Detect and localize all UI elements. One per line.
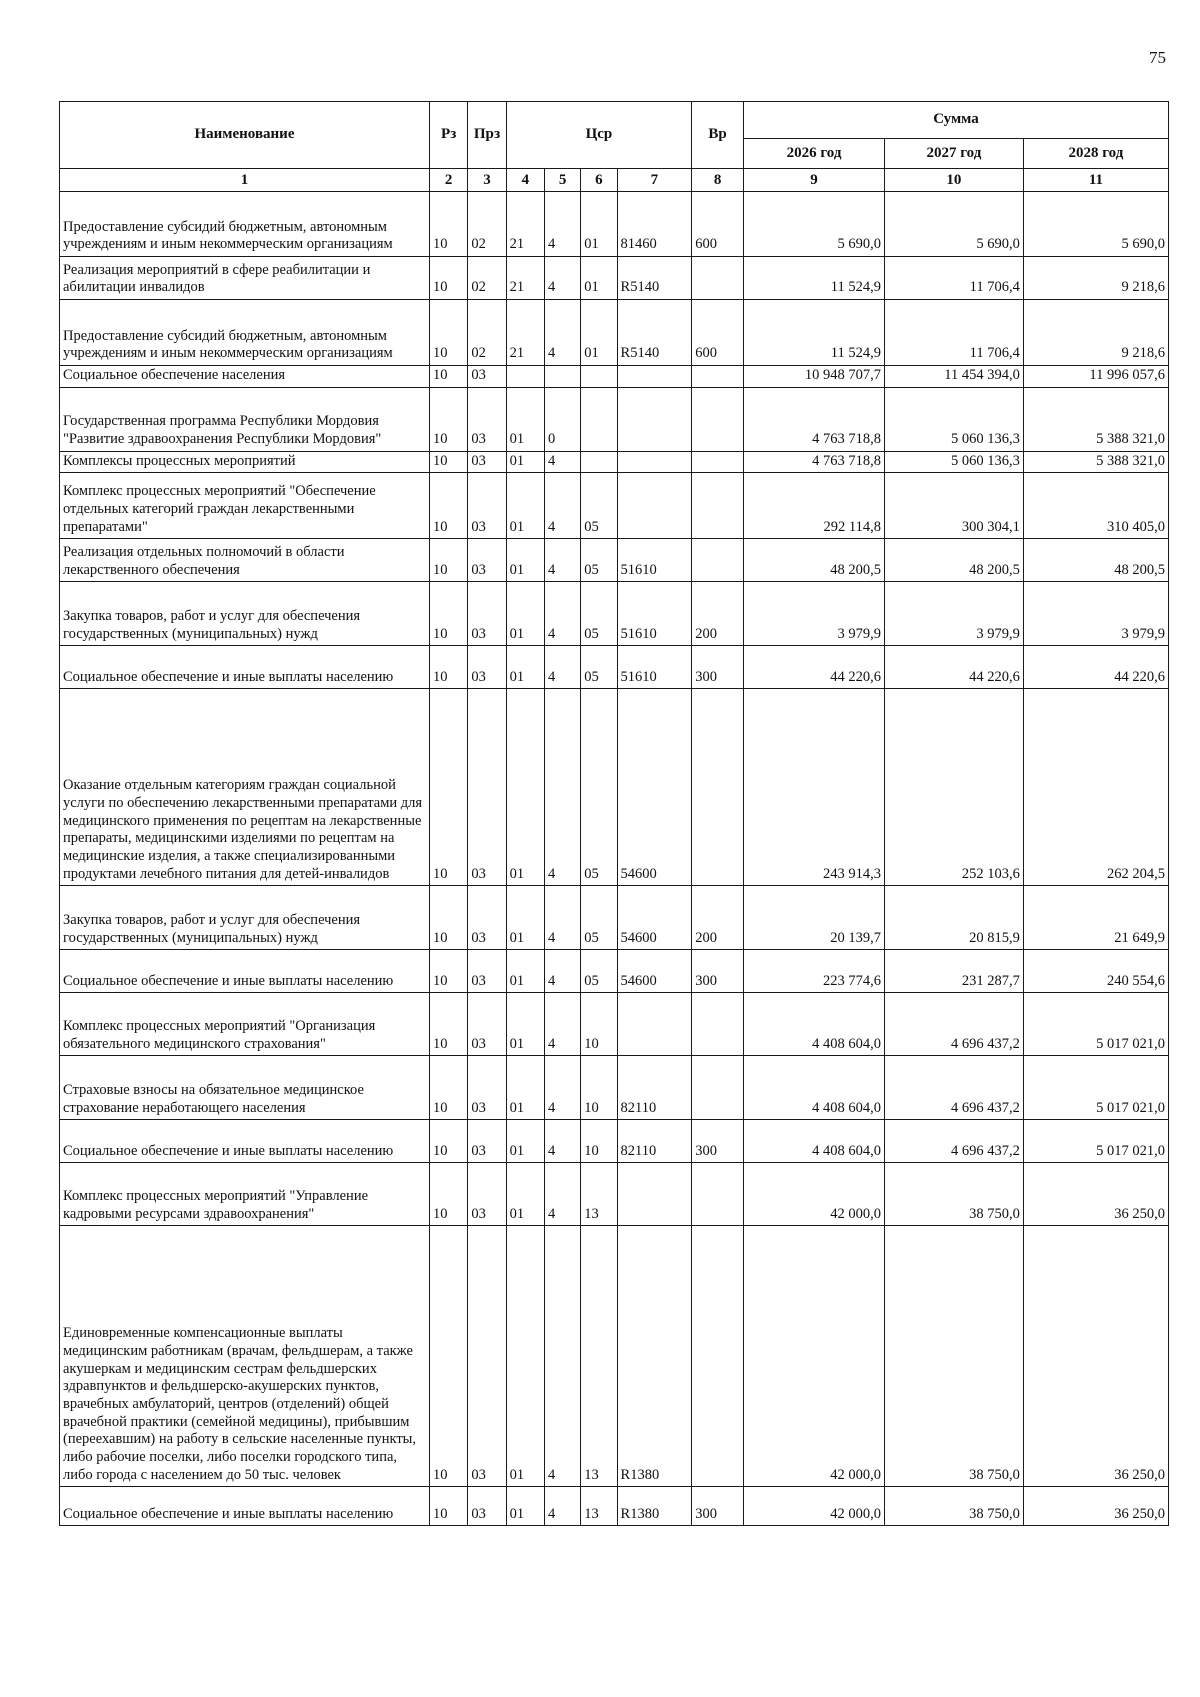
row-sum-2027: 44 220,6 — [884, 646, 1023, 689]
table-row — [60, 451, 1169, 473]
row-csr-3: 10 — [581, 1056, 617, 1120]
row-csr-1: 01 — [506, 950, 544, 993]
row-sum-2026: 42 000,0 — [744, 1226, 885, 1487]
row-csr-1: 21 — [506, 300, 544, 366]
row-csr-4: 51610 — [617, 646, 692, 689]
row-sum-2028: 44 220,6 — [1023, 646, 1168, 689]
row-prz: 02 — [468, 257, 506, 300]
row-csr-2: 0 — [545, 387, 581, 451]
row-csr-1: 01 — [506, 1487, 544, 1526]
row-csr-1: 01 — [506, 1056, 544, 1120]
row-rz: 10 — [429, 950, 467, 993]
row-sum-2027: 11 454 394,0 — [884, 366, 1023, 388]
row-csr-3 — [581, 387, 617, 451]
row-rz: 10 — [429, 886, 467, 950]
row-csr-1: 01 — [506, 451, 544, 473]
row-csr-4 — [617, 1163, 692, 1226]
row-vr: 300 — [692, 1487, 744, 1526]
colnum-4: 4 — [506, 169, 544, 192]
table-row — [60, 366, 1169, 388]
row-csr-1: 01 — [506, 689, 544, 886]
row-csr-3: 13 — [581, 1487, 617, 1526]
row-vr — [692, 473, 744, 539]
row-csr-1: 01 — [506, 886, 544, 950]
row-prz: 03 — [468, 387, 506, 451]
row-csr-4: 81460 — [617, 192, 692, 257]
row-sum-2027: 38 750,0 — [884, 1487, 1023, 1526]
row-sum-2026: 4 408 604,0 — [744, 993, 885, 1056]
row-sum-2026: 44 220,6 — [744, 646, 885, 689]
row-vr: 300 — [692, 1120, 744, 1163]
table-row — [60, 1120, 1169, 1163]
row-sum-2028: 36 250,0 — [1023, 1226, 1168, 1487]
row-name: Социальное обеспечение и иные выплаты населению — [60, 950, 430, 993]
colnum-11: 11 — [1023, 169, 1168, 192]
row-csr-2: 4 — [545, 993, 581, 1056]
colnum-5: 5 — [545, 169, 581, 192]
row-prz: 03 — [468, 689, 506, 886]
row-rz: 10 — [429, 1487, 467, 1526]
row-sum-2027: 252 103,6 — [884, 689, 1023, 886]
row-sum-2026: 10 948 707,7 — [744, 366, 885, 388]
row-prz: 03 — [468, 1120, 506, 1163]
row-sum-2026: 5 690,0 — [744, 192, 885, 257]
row-name: Закупка товаров, работ и услуг для обеспечения государственных (муниципальных) нужд — [60, 582, 430, 646]
row-prz: 02 — [468, 300, 506, 366]
row-csr-2: 4 — [545, 1120, 581, 1163]
row-sum-2028: 3 979,9 — [1023, 582, 1168, 646]
row-sum-2027: 231 287,7 — [884, 950, 1023, 993]
row-csr-4 — [617, 473, 692, 539]
row-name: Социальное обеспечение и иные выплаты населению — [60, 1487, 430, 1526]
row-sum-2028: 48 200,5 — [1023, 539, 1168, 582]
row-sum-2026: 42 000,0 — [744, 1487, 885, 1526]
row-vr — [692, 689, 744, 886]
row-sum-2028: 5 690,0 — [1023, 192, 1168, 257]
row-prz: 03 — [468, 582, 506, 646]
row-sum-2027: 20 815,9 — [884, 886, 1023, 950]
row-csr-2: 4 — [545, 257, 581, 300]
header-year-2028: 2028 год — [1023, 139, 1168, 169]
row-csr-3: 01 — [581, 192, 617, 257]
row-sum-2028: 9 218,6 — [1023, 300, 1168, 366]
row-vr — [692, 539, 744, 582]
row-csr-1: 01 — [506, 646, 544, 689]
row-rz: 10 — [429, 1120, 467, 1163]
row-rz: 10 — [429, 192, 467, 257]
row-csr-3: 01 — [581, 257, 617, 300]
row-name: Комплекс процессных мероприятий "Управление кадровыми ресурсами здравоохранения" — [60, 1163, 430, 1226]
row-csr-3: 05 — [581, 582, 617, 646]
row-name: Комплекс процессных мероприятий "Организация обязательного медицинского страхования" — [60, 993, 430, 1056]
row-sum-2027: 5 690,0 — [884, 192, 1023, 257]
row-rz: 10 — [429, 1056, 467, 1120]
colnum-7: 7 — [617, 169, 692, 192]
row-vr — [692, 387, 744, 451]
colnum-2: 2 — [429, 169, 467, 192]
row-vr — [692, 1226, 744, 1487]
header-year-2026: 2026 год — [744, 139, 885, 169]
row-vr: 600 — [692, 300, 744, 366]
row-name: Социальное обеспечение населения — [60, 366, 430, 388]
row-sum-2028: 36 250,0 — [1023, 1487, 1168, 1526]
header-sum: Сумма — [744, 102, 1169, 139]
row-rz: 10 — [429, 300, 467, 366]
table-row — [60, 1487, 1169, 1526]
row-sum-2028: 5 388 321,0 — [1023, 451, 1168, 473]
row-rz: 10 — [429, 387, 467, 451]
colnum-3: 3 — [468, 169, 506, 192]
colnum-1: 1 — [60, 169, 430, 192]
row-sum-2027: 4 696 437,2 — [884, 1056, 1023, 1120]
row-sum-2028: 240 554,6 — [1023, 950, 1168, 993]
row-csr-4: R1380 — [617, 1226, 692, 1487]
row-name: Реализация мероприятий в сфере реабилитации и абилитации инвалидов — [60, 257, 430, 300]
row-csr-4 — [617, 993, 692, 1056]
row-csr-2: 4 — [545, 192, 581, 257]
colnum-8: 8 — [692, 169, 744, 192]
row-prz: 03 — [468, 1226, 506, 1487]
table-row — [60, 192, 1169, 257]
row-sum-2027: 5 060 136,3 — [884, 387, 1023, 451]
row-csr-3 — [581, 366, 617, 388]
row-csr-2: 4 — [545, 451, 581, 473]
colnum-6: 6 — [581, 169, 617, 192]
table-body — [60, 192, 1169, 1526]
row-csr-3 — [581, 451, 617, 473]
row-sum-2027: 300 304,1 — [884, 473, 1023, 539]
row-vr — [692, 1163, 744, 1226]
row-vr — [692, 451, 744, 473]
table-row — [60, 1226, 1169, 1487]
row-sum-2028: 310 405,0 — [1023, 473, 1168, 539]
row-csr-4 — [617, 366, 692, 388]
row-rz: 10 — [429, 539, 467, 582]
row-name: Социальное обеспечение и иные выплаты населению — [60, 1120, 430, 1163]
row-prz: 03 — [468, 993, 506, 1056]
row-vr: 300 — [692, 950, 744, 993]
row-sum-2026: 3 979,9 — [744, 582, 885, 646]
row-prz: 03 — [468, 366, 506, 388]
row-prz: 03 — [468, 473, 506, 539]
colnum-10: 10 — [884, 169, 1023, 192]
row-csr-3: 05 — [581, 539, 617, 582]
row-sum-2028: 21 649,9 — [1023, 886, 1168, 950]
row-sum-2028: 36 250,0 — [1023, 1163, 1168, 1226]
row-csr-3: 05 — [581, 886, 617, 950]
row-csr-2: 4 — [545, 1226, 581, 1487]
row-sum-2028: 5 017 021,0 — [1023, 1056, 1168, 1120]
table-row — [60, 646, 1169, 689]
row-csr-1: 01 — [506, 387, 544, 451]
table-row — [60, 689, 1169, 886]
row-prz: 03 — [468, 539, 506, 582]
row-csr-4: R5140 — [617, 257, 692, 300]
row-vr — [692, 257, 744, 300]
row-csr-3: 05 — [581, 950, 617, 993]
row-csr-3: 13 — [581, 1226, 617, 1487]
header-rz: Рз — [429, 102, 467, 169]
row-prz: 03 — [468, 451, 506, 473]
row-csr-2: 4 — [545, 1163, 581, 1226]
row-csr-3: 01 — [581, 300, 617, 366]
row-vr: 300 — [692, 646, 744, 689]
row-csr-4: 82110 — [617, 1120, 692, 1163]
header-prz: Прз — [468, 102, 506, 169]
table-row — [60, 257, 1169, 300]
row-csr-4: 82110 — [617, 1056, 692, 1120]
table-row — [60, 886, 1169, 950]
row-name: Комплексы процессных мероприятий — [60, 451, 430, 473]
row-rz: 10 — [429, 451, 467, 473]
row-csr-3: 05 — [581, 689, 617, 886]
row-prz: 03 — [468, 646, 506, 689]
row-csr-1: 01 — [506, 582, 544, 646]
row-sum-2026: 4 408 604,0 — [744, 1056, 885, 1120]
row-sum-2027: 11 706,4 — [884, 300, 1023, 366]
row-sum-2027: 48 200,5 — [884, 539, 1023, 582]
row-rz: 10 — [429, 1163, 467, 1226]
row-csr-2: 4 — [545, 950, 581, 993]
row-sum-2027: 38 750,0 — [884, 1163, 1023, 1226]
row-sum-2027: 4 696 437,2 — [884, 1120, 1023, 1163]
row-sum-2028: 5 017 021,0 — [1023, 1120, 1168, 1163]
row-csr-3: 05 — [581, 473, 617, 539]
row-sum-2027: 4 696 437,2 — [884, 993, 1023, 1056]
row-csr-4: R1380 — [617, 1487, 692, 1526]
row-sum-2026: 20 139,7 — [744, 886, 885, 950]
row-sum-2027: 5 060 136,3 — [884, 451, 1023, 473]
row-name: Предоставление субсидий бюджетным, автономным учреждениям и иным некоммерческим организациям — [60, 192, 430, 257]
row-vr — [692, 366, 744, 388]
table-row — [60, 387, 1169, 451]
row-csr-1: 21 — [506, 192, 544, 257]
row-prz: 03 — [468, 1487, 506, 1526]
colnum-9: 9 — [744, 169, 885, 192]
row-name: Страховые взносы на обязательное медицинское страхование неработающего населения — [60, 1056, 430, 1120]
row-rz: 10 — [429, 366, 467, 388]
row-prz: 03 — [468, 950, 506, 993]
row-csr-3: 05 — [581, 646, 617, 689]
row-csr-4: 54600 — [617, 689, 692, 886]
row-csr-3: 10 — [581, 1120, 617, 1163]
row-csr-1: 01 — [506, 993, 544, 1056]
row-name: Комплекс процессных мероприятий "Обеспечение отдельных категорий граждан лекарственными препаратами" — [60, 473, 430, 539]
row-csr-2 — [545, 366, 581, 388]
row-sum-2026: 11 524,9 — [744, 257, 885, 300]
row-csr-2: 4 — [545, 539, 581, 582]
row-rz: 10 — [429, 993, 467, 1056]
row-prz: 03 — [468, 886, 506, 950]
row-sum-2026: 11 524,9 — [744, 300, 885, 366]
row-csr-1: 01 — [506, 1120, 544, 1163]
row-vr: 200 — [692, 582, 744, 646]
row-sum-2026: 243 914,3 — [744, 689, 885, 886]
row-csr-4: R5140 — [617, 300, 692, 366]
table-row — [60, 993, 1169, 1056]
row-csr-2: 4 — [545, 300, 581, 366]
row-csr-4: 54600 — [617, 886, 692, 950]
row-sum-2026: 4 763 718,8 — [744, 387, 885, 451]
table-row — [60, 300, 1169, 366]
row-sum-2027: 38 750,0 — [884, 1226, 1023, 1487]
row-prz: 03 — [468, 1163, 506, 1226]
row-name: Единовременные компенсационные выплаты медицинским работникам (врачам, фельдшерам, а также акушеркам и медицинским сестрам фельдшерских здравпунктов и фельдшерско-акушерских пунктов, врачебных амбулаторий, центров (отделений) общей врачебной практики (семейной медицины), прибывшим (переехавшим) на работу в сельские населенные пункты, либо рабочие поселки, либо поселки городского типа, либо города с населением до 50 тыс. человек — [60, 1226, 430, 1487]
row-sum-2026: 48 200,5 — [744, 539, 885, 582]
header-vr: Вр — [692, 102, 744, 169]
header-name: Наименование — [60, 102, 430, 169]
row-csr-4 — [617, 451, 692, 473]
row-rz: 10 — [429, 646, 467, 689]
row-csr-2: 4 — [545, 689, 581, 886]
row-sum-2028: 5 017 021,0 — [1023, 993, 1168, 1056]
row-vr: 200 — [692, 886, 744, 950]
row-csr-1: 01 — [506, 539, 544, 582]
row-rz: 10 — [429, 689, 467, 886]
table-row — [60, 1056, 1169, 1120]
row-name: Государственная программа Республики Мордовия "Развитие здравоохранения Республики Мордовия" — [60, 387, 430, 451]
row-prz: 02 — [468, 192, 506, 257]
budget-table — [59, 101, 1169, 1526]
row-name: Предоставление субсидий бюджетным, автономным учреждениям и иным некоммерческим организациям — [60, 300, 430, 366]
row-csr-3: 13 — [581, 1163, 617, 1226]
row-sum-2027: 11 706,4 — [884, 257, 1023, 300]
row-vr — [692, 1056, 744, 1120]
row-csr-1: 01 — [506, 473, 544, 539]
table-row — [60, 473, 1169, 539]
row-sum-2026: 4 763 718,8 — [744, 451, 885, 473]
row-sum-2026: 4 408 604,0 — [744, 1120, 885, 1163]
table-row — [60, 539, 1169, 582]
row-csr-2: 4 — [545, 473, 581, 539]
row-name: Реализация отдельных полномочий в области лекарственного обеспечения — [60, 539, 430, 582]
header-csr: Цср — [506, 102, 692, 169]
table-row — [60, 582, 1169, 646]
row-name: Оказание отдельным категориям граждан социальной услуги по обеспечению лекарственными препаратами для медицинского применения по рецептам на лекарственные препараты, медицинскими изделиями по рецептам на медицинские изделия, а также специализированными продуктами лечебного питания для детей-инвалидов — [60, 689, 430, 886]
row-csr-2: 4 — [545, 886, 581, 950]
table-row — [60, 950, 1169, 993]
row-csr-1: 01 — [506, 1163, 544, 1226]
row-name: Закупка товаров, работ и услуг для обеспечения государственных (муниципальных) нужд — [60, 886, 430, 950]
row-sum-2026: 42 000,0 — [744, 1163, 885, 1226]
row-csr-1: 21 — [506, 257, 544, 300]
table-row — [60, 1163, 1169, 1226]
row-csr-4: 51610 — [617, 582, 692, 646]
row-sum-2026: 292 114,8 — [744, 473, 885, 539]
row-sum-2028: 262 204,5 — [1023, 689, 1168, 886]
row-csr-3: 10 — [581, 993, 617, 1056]
row-sum-2028: 9 218,6 — [1023, 257, 1168, 300]
row-csr-2: 4 — [545, 646, 581, 689]
row-sum-2028: 5 388 321,0 — [1023, 387, 1168, 451]
row-csr-2: 4 — [545, 1056, 581, 1120]
row-rz: 10 — [429, 1226, 467, 1487]
row-csr-2: 4 — [545, 582, 581, 646]
row-csr-1 — [506, 366, 544, 388]
row-rz: 10 — [429, 473, 467, 539]
row-vr: 600 — [692, 192, 744, 257]
row-csr-4: 51610 — [617, 539, 692, 582]
row-csr-2: 4 — [545, 1487, 581, 1526]
header-year-2027: 2027 год — [884, 139, 1023, 169]
row-sum-2027: 3 979,9 — [884, 582, 1023, 646]
row-rz: 10 — [429, 582, 467, 646]
row-sum-2026: 223 774,6 — [744, 950, 885, 993]
row-rz: 10 — [429, 257, 467, 300]
row-sum-2028: 11 996 057,6 — [1023, 366, 1168, 388]
row-vr — [692, 993, 744, 1056]
row-csr-4: 54600 — [617, 950, 692, 993]
row-csr-4 — [617, 387, 692, 451]
row-prz: 03 — [468, 1056, 506, 1120]
row-csr-1: 01 — [506, 1226, 544, 1487]
page-number: 75 — [1149, 48, 1166, 67]
row-name: Социальное обеспечение и иные выплаты населению — [60, 646, 430, 689]
